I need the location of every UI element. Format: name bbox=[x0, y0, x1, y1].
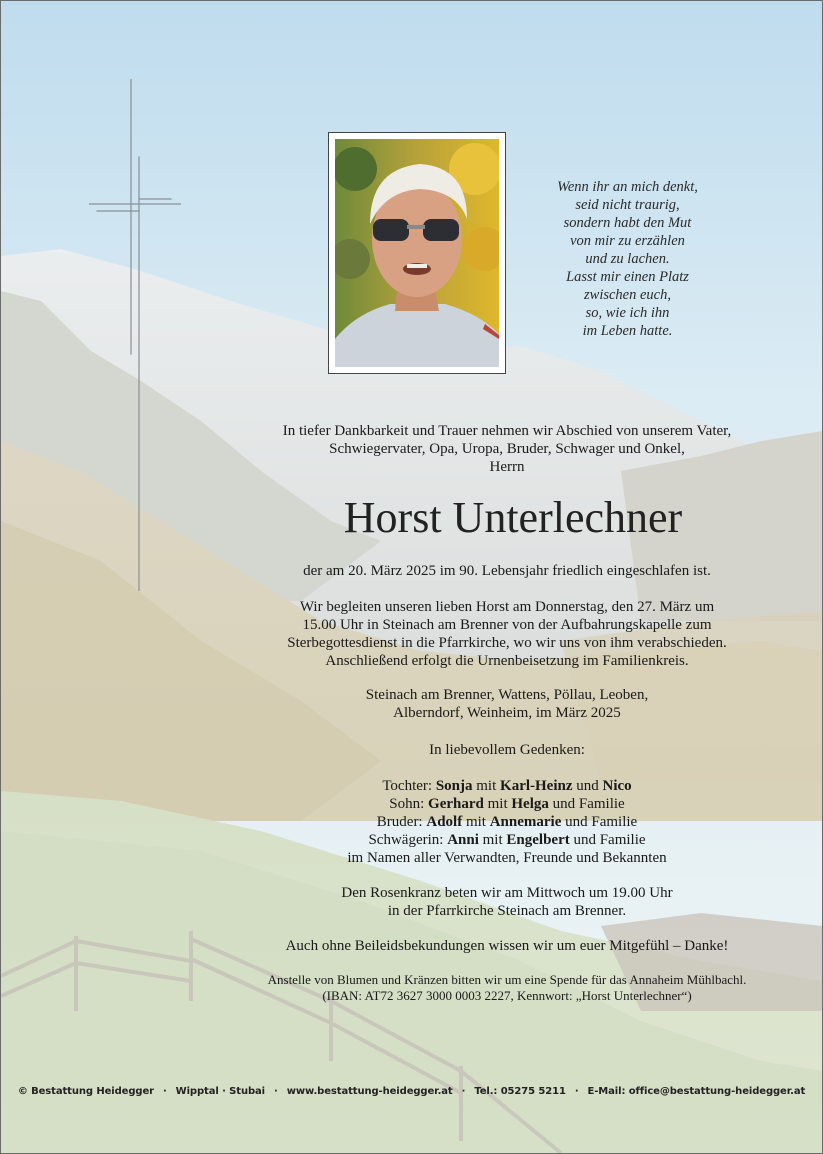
family-label: Tochter: bbox=[382, 778, 433, 794]
footer-separator: · bbox=[162, 1086, 167, 1097]
family-daughter bbox=[249, 777, 765, 795]
footer-region: Wipptal · Stubai bbox=[175, 1086, 265, 1097]
places-and-date bbox=[249, 686, 765, 722]
thanks-text bbox=[249, 937, 765, 955]
poem-line: und zu lachen. bbox=[585, 251, 670, 267]
poem-line: von mir zu erzählen bbox=[570, 233, 685, 249]
footer bbox=[1, 1086, 822, 1097]
gedenken-line: In liebevollem Gedenken: bbox=[429, 742, 585, 758]
poem-line: seid nicht traurig, bbox=[575, 197, 680, 213]
footer-email-link[interactable]: E-Mail: office@bestattung-heidegger.at bbox=[587, 1086, 806, 1097]
portrait-photo bbox=[335, 139, 499, 367]
poem-line: Lasst mir einen Platz bbox=[566, 269, 689, 285]
poem-line: zwischen euch, bbox=[584, 287, 671, 303]
donation-line: Anstelle von Blumen und Kränzen bitten wir um eine Spende für das Annaheim Mühlbachl. bbox=[267, 972, 747, 987]
poem bbox=[521, 178, 734, 340]
family-connector: mit bbox=[487, 796, 508, 812]
ceremony-line: 15.00 Uhr in Steinach am Brenner von der Aufbahrungskapelle zum bbox=[302, 617, 712, 633]
rosary-line: in der Pfarrkirche Steinach am Brenner. bbox=[387, 903, 627, 919]
donation-text bbox=[249, 972, 765, 1004]
places-line: Alberndorf, Weinheim, im März 2025 bbox=[393, 705, 621, 721]
poem-line: im Leben hatte. bbox=[582, 323, 673, 339]
rosary-text bbox=[249, 884, 765, 920]
family-partner: Karl-Heinz bbox=[500, 778, 573, 794]
deceased-name: Horst Unterlechner bbox=[343, 493, 683, 542]
family-connector: mit bbox=[465, 814, 486, 830]
ceremony-line: Wir begleiten unseren lieben Horst am Donnerstag, den 27. März um bbox=[299, 599, 715, 615]
intro-line: In tiefer Dankbarkeit und Trauer nehmen wir Abschied von unserem Vater, bbox=[282, 423, 732, 439]
family-child: Nico bbox=[602, 778, 632, 794]
poem-line: so, wie ich ihn bbox=[585, 305, 670, 321]
death-notice-line: der am 20. März 2025 im 90. Lebensjahr friedlich eingeschlafen ist. bbox=[303, 563, 711, 579]
ceremony-line: Sterbegottesdienst in die Pfarrkirche, wo wir uns von ihm verabschieden. bbox=[287, 635, 727, 651]
ceremony-text bbox=[249, 598, 765, 670]
family-son bbox=[249, 795, 765, 813]
places-line: Steinach am Brenner, Wattens, Pöllau, Leoben, bbox=[365, 687, 649, 703]
family-connector: mit bbox=[482, 832, 503, 848]
portrait-frame bbox=[328, 132, 506, 374]
footer-separator: · bbox=[574, 1086, 579, 1097]
ceremony-line: Anschließend erfolgt die Urnenbeisetzung im Familienkreis. bbox=[325, 653, 689, 669]
family-connector: und bbox=[576, 778, 599, 794]
footer-phone[interactable]: Tel.: 05275 5211 bbox=[474, 1086, 566, 1097]
footer-company: © Bestattung Heidegger bbox=[17, 1086, 154, 1097]
family-label: Sohn: bbox=[389, 796, 425, 812]
family-connector: mit bbox=[476, 778, 497, 794]
gedenken-heading bbox=[249, 741, 765, 759]
family-others: im Namen aller Verwandten, Freunde und Bekannten bbox=[347, 850, 667, 866]
footer-separator: · bbox=[461, 1086, 466, 1097]
family-name: Gerhard bbox=[428, 796, 484, 812]
cross-icon bbox=[89, 79, 181, 591]
intro-text bbox=[249, 422, 765, 476]
family-rest: und Familie bbox=[552, 796, 625, 812]
family-label: Schwägerin: bbox=[368, 832, 444, 848]
poem-line: Wenn ihr an mich denkt, bbox=[557, 179, 698, 195]
family-partner: Annemarie bbox=[489, 814, 562, 830]
donation-line: (IBAN: AT72 3627 3000 0003 2227, Kennwort: „Horst Unterlechner“) bbox=[322, 988, 692, 1003]
family-name: Adolf bbox=[426, 814, 463, 830]
poem-line: sondern habt den Mut bbox=[563, 215, 692, 231]
footer-website-link[interactable]: www.bestattung-heidegger.at bbox=[286, 1086, 453, 1097]
family-brother bbox=[249, 813, 765, 831]
family-name: Sonja bbox=[435, 778, 473, 794]
family-sister-in-law bbox=[249, 831, 765, 849]
intro-line: Schwiegervater, Opa, Uropa, Bruder, Schwager und Onkel, bbox=[329, 441, 685, 457]
family-name: Anni bbox=[447, 832, 479, 848]
family-label: Bruder: bbox=[376, 814, 423, 830]
family-list bbox=[249, 777, 765, 867]
rosary-line: Den Rosenkranz beten wir am Mittwoch um 19.00 Uhr bbox=[341, 885, 673, 901]
family-partner: Engelbert bbox=[506, 832, 570, 848]
family-partner: Helga bbox=[511, 796, 549, 812]
footer-separator: · bbox=[274, 1086, 278, 1097]
family-rest: und Familie bbox=[565, 814, 638, 830]
thanks-line: Auch ohne Beileidsbekundungen wissen wir um euer Mitgefühl – Danke! bbox=[285, 938, 729, 954]
death-notice bbox=[249, 562, 765, 580]
intro-line: Herrn bbox=[489, 459, 525, 475]
family-rest: und Familie bbox=[573, 832, 646, 848]
